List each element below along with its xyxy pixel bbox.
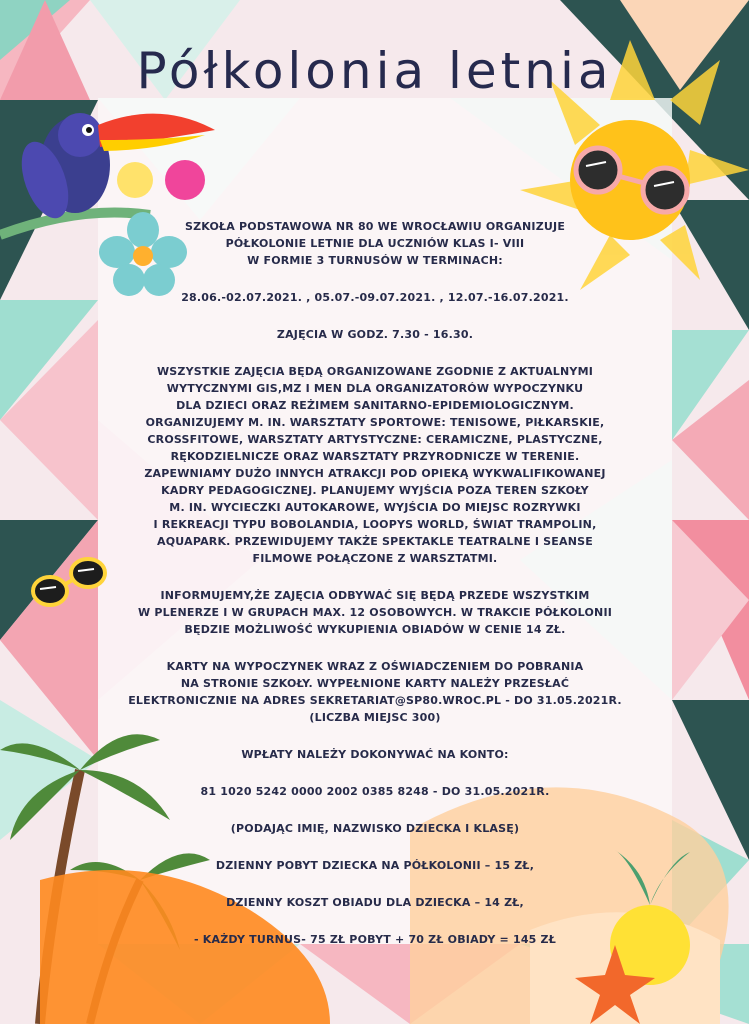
sunglasses-illustration [30, 555, 110, 615]
payment-header: WPŁATY NALEŻY DOKONYWAĆ NA KONTO: [241, 748, 509, 761]
hours-line: ZAJĘCIA W GODZ. 7.30 - 16.30. [276, 328, 474, 341]
details-line: AQUAPARK. PRZEWIDUJEMY TAKŻE SPEKTAKLE TEATRALNE I SEANSE [157, 535, 593, 548]
details-line: M. IN. WYCIECZKI AUTOKAROWE, WYJŚCIA DO MIEJSC ROZRYWKI [169, 501, 581, 514]
cards-line: ELEKTRONICZNIE NA ADRES SEKRETARIAT@SP80.WROC.PL - DO 31.05.2021R. [128, 694, 622, 707]
intro-line: SZKOŁA PODSTAWOWA NR 80 WE WROCŁAWIU ORGANIZUJE [184, 220, 566, 233]
page-title: Półkolonia letnia [136, 42, 613, 100]
details-line: ZAPEWNIAMY DUŻO INNYCH ATRAKCJI POD OPIEKĄ WYKWALIFIKOWANEJ [144, 467, 606, 480]
details-line: KADRY PEDAGOGICZNEJ. PLANUJEMY WYJŚCIA POZA TEREN SZKOŁY [161, 484, 589, 497]
details-line: RĘKODZIELNICZE ORAZ WARSZTATY PRZYRODNICZE W TERENIE. [170, 450, 580, 463]
intro-line: PÓŁKOLONIE LETNIE DLA UCZNIÓW KLAS I- VIII [225, 237, 525, 250]
details-line: ORGANIZUJEMY M. IN. WARSZTATY SPORTOWE: TENISOWE, PIŁKARSKIE, [145, 416, 605, 429]
details-line: CROSSFITOWE, WARSZTATY ARTYSTYCZNE: CERAMICZNE, PLASTYCZNE, [147, 433, 603, 446]
details-line: WYTYCZNYMI GIS,MZ I MEN DLA ORGANIZATORÓW WYPOCZYNKU [166, 382, 584, 395]
details-line: DLA DZIECI ORAZ REŻIMEM SANITARNO-EPIDEMIOLOGICZNYM. [176, 399, 574, 412]
turnus-dates: 28.06.-02.07.2021. , 05.07.-09.07.2021. , 12.07.-16.07.2021. [181, 291, 569, 304]
bank-account: 81 1020 5242 0000 2002 0385 8248 - DO 31.05.2021R. [200, 785, 550, 798]
cards-line: (LICZBA MIEJSC 300) [309, 711, 441, 724]
info-line: W PLENERZE I W GRUPACH MAX. 12 OSOBOWYCH. W TRAKCIE PÓŁKOLONII [137, 606, 613, 619]
daily-stay-price: DZIENNY POBYT DZIECKA NA PÓŁKOLONII – 15 ZŁ, [215, 859, 535, 872]
per-turnus-price: - KAŻDY TURNUS- 75 ZŁ POBYT + 70 ZŁ OBIADY = 145 ZŁ [194, 933, 556, 946]
cards-line: KARTY NA WYPOCZYNEK WRAZ Z OŚWIADCZENIEM DO POBRANIA [166, 660, 584, 673]
details-line: WSZYSTKIE ZAJĘCIA BĘDĄ ORGANIZOWANE ZGODNIE Z AKTUALNYMI [156, 365, 594, 378]
announcement-text [110, 218, 640, 948]
daily-lunch-price: DZIENNY KOSZT OBIADU DLA DZIECKA – 14 ZŁ, [226, 896, 524, 909]
info-line: INFORMUJEMY,ŻE ZAJĘCIA ODBYWAĆ SIĘ BĘDĄ PRZEDE WSZYSTKIM [160, 589, 590, 602]
info-line: BĘDZIE MOŻLIWOŚĆ WYKUPIENIA OBIADÓW W CENIE 14 ZŁ. [184, 623, 566, 636]
cards-line: NA STRONIE SZKOŁY. WYPEŁNIONE KARTY NALEŻY PRZESŁAĆ [180, 677, 570, 690]
intro-line: W FORMIE 3 TURNUSÓW W TERMINACH: [247, 254, 503, 267]
details-line: FILMOWE POŁĄCZONE Z WARSZTATMI. [252, 552, 498, 565]
details-line: I REKREACJI TYPU BOBOLANDIA, LOOPYS WORLD, ŚWIAT TRAMPOLIN, [153, 518, 597, 531]
account-note: (PODAJĄC IMIĘ, NAZWISKO DZIECKA I KLASĘ) [230, 822, 520, 835]
